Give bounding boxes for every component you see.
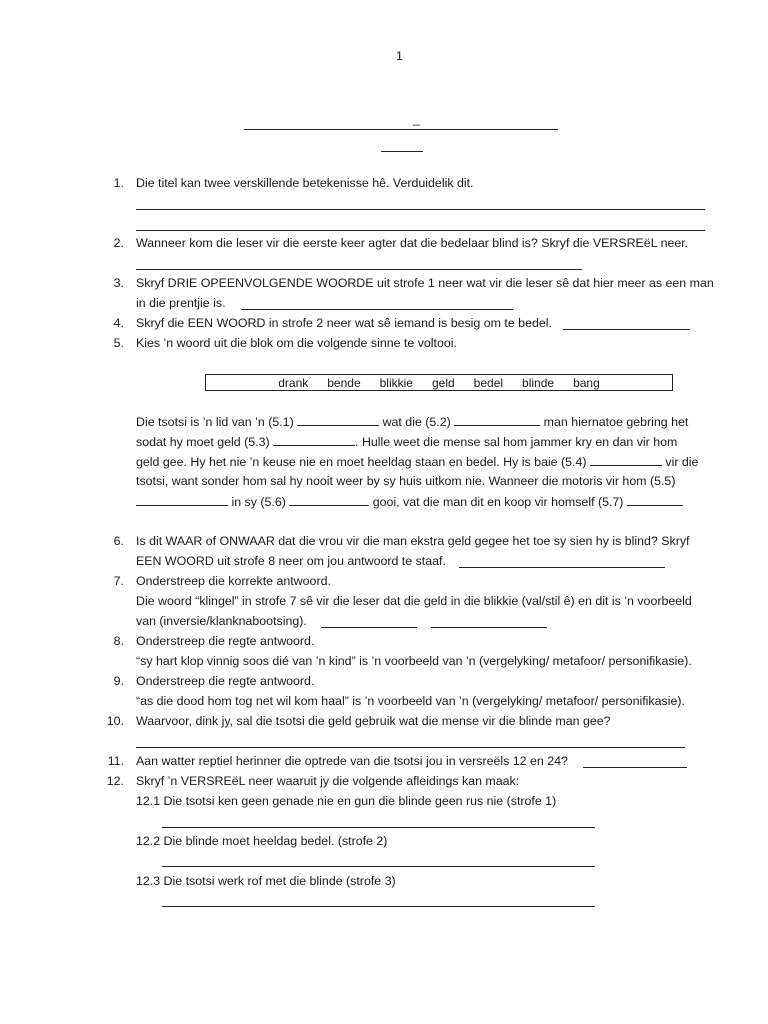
q3-text-line-2: in die prentjie is. [136, 296, 226, 310]
q10-answer-line[interactable] [136, 747, 685, 748]
cloze-line-2 [136, 434, 677, 449]
q2-text: Wanneer kom die leser vir die eerste keer agter dat die bedelaar blind is? Skryf die VERSREëL neer. [136, 236, 689, 250]
word-bank-item: bedel [473, 375, 504, 390]
q3-text-line-1: Skryf DRIE OPEENVOLGENDE WOORDE uit strofe 1 neer wat vir die leser sê dat hier meer as een man [136, 276, 714, 290]
word-bank-item: blikkie [379, 375, 413, 390]
q7-text-line-2: Die woord “klingel” in strofe 7 sê vir die leser dat die geld in die blikkie (val/stil ê) en dit is ’n voorbeeld [136, 594, 692, 608]
q12-number: 12. [106, 774, 124, 788]
cloze-line-4 [136, 474, 675, 488]
q11-text: Aan watter reptiel herinner die optrede van die tsotsi jou in versreëls 12 en 24? [136, 754, 568, 768]
title-dash: _ [413, 112, 420, 126]
q1-answer-line-2[interactable] [136, 230, 705, 231]
word-bank-item: bang [573, 375, 600, 390]
q6-text-line-2: EEN WOORD uit strofe 8 neer om jou antwoord te staaf. [136, 554, 446, 568]
q2-answer-line[interactable] [136, 269, 582, 270]
q5-text: Kies ’n woord uit die blok om die volgende sinne te voltooi. [136, 336, 457, 350]
q7-number: 7. [113, 574, 124, 588]
q11-number: 11. [107, 754, 124, 768]
word-bank-item: drank [278, 375, 309, 390]
q6-answer-line[interactable] [459, 567, 665, 568]
q3-number: 3. [113, 276, 124, 290]
cloze-text: gooi, vat die man dit en koop vir homself (5.7) [369, 495, 627, 509]
cloze-text: vir die [661, 455, 699, 469]
q7-answer-line-2[interactable] [431, 627, 547, 628]
cloze-line-3 [136, 454, 698, 469]
q4-answer-line[interactable] [563, 329, 690, 330]
q12-2-text: 12.2 Die blinde moet heeldag bedel. (strofe 2) [136, 834, 388, 848]
word-bank-item: geld [431, 375, 455, 390]
q3-answer-line[interactable] [241, 309, 513, 310]
cloze-line-5 [136, 494, 683, 509]
q1-answer-line-1[interactable] [136, 209, 705, 210]
word-bank-item: blinde [522, 375, 555, 390]
blank-5-3[interactable] [273, 434, 355, 446]
q1-text: Die titel kan twee verskillende betekenisse hê. Verduidelik dit. [136, 176, 474, 190]
cloze-text: in sy (5.6) [228, 495, 290, 509]
q10-text: Waarvoor, dink jy, sal die tsotsi die geld gebruik wat die mense vir die blinde man gee? [136, 714, 611, 728]
q12-3-answer-line[interactable] [162, 906, 595, 907]
q7-answer-line-1[interactable] [321, 627, 417, 628]
q9-text-line-1: Onderstreep die regte antwoord. [136, 674, 315, 688]
cloze-text: sodat hy moet geld (5.3) [136, 435, 274, 449]
subtitle-line [381, 151, 423, 152]
q7-text-line-1: Onderstreep die korrekte antwoord. [136, 574, 331, 588]
blank-5-6[interactable] [289, 494, 369, 506]
word-bank-item: bende [327, 375, 361, 390]
q4-text: Skryf die EEN WOORD in strofe 2 neer wat sê iemand is besig om te bedel. [136, 316, 552, 330]
cloze-text: man hiernatoe gebring het [540, 415, 689, 429]
q6-number: 6. [113, 534, 124, 548]
q9-text-line-2: “as die dood hom tog net wil kom haal” is ’n voorbeeld van ’n (vergelyking/ metafoor/ personifikasie). [136, 694, 685, 708]
q11-answer-line[interactable] [583, 767, 687, 768]
cloze-line-1 [136, 414, 688, 429]
q8-text-line-1: Onderstreep die regte antwoord. [136, 634, 315, 648]
q5-number: 5. [113, 336, 124, 350]
cloze-text: Die tsotsi is ’n lid van ’n (5.1) [136, 415, 298, 429]
word-bank-box [205, 374, 673, 391]
q12-1-answer-line[interactable] [162, 827, 595, 828]
q10-number: 10. [106, 714, 124, 728]
blank-5-4[interactable] [590, 454, 662, 466]
q12-text: Skryf ’n VERSREëL neer waaruit jy die volgende afleidings kan maak: [136, 774, 520, 788]
q9-number: 9. [113, 674, 124, 688]
page-number: 1 [396, 49, 403, 63]
blank-5-7[interactable] [627, 494, 683, 506]
q1-number: 1. [113, 176, 124, 190]
cloze-text: geld gee. Hy het nie ’n keuse nie en moet heeldag staan en bedel. Hy is baie (5.4) [136, 455, 590, 469]
blank-5-5[interactable] [136, 494, 228, 506]
cloze-text: tsotsi, want sonder hom sal hy nooit weer by sy huis uitkom nie. Wanneer die motoris vir hom (5.5) [136, 474, 676, 488]
q8-number: 8. [113, 634, 124, 648]
q7-text-line-3: van (inversie/klanknabootsing). [136, 614, 307, 628]
blank-5-1[interactable] [297, 414, 379, 426]
q12-1-text: 12.1 Die tsotsi ken geen genade nie en gun die blinde geen rus nie (strofe 1) [136, 794, 557, 808]
q4-number: 4. [113, 316, 124, 330]
cloze-text: wat die (5.2) [379, 415, 455, 429]
q8-text-line-2: “sy hart klop vinnig soos dié van ’n kind” is ’n voorbeeld van ’n (vergelyking/ metafoor/ personifikasie). [136, 654, 692, 668]
q6-text-line-1: Is dit WAAR of ONWAAR dat die vrou vir die man ekstra geld gegee het toe sy sien hy is blind? Skryf [136, 534, 690, 548]
q2-number: 2. [113, 236, 124, 250]
blank-5-2[interactable] [454, 414, 540, 426]
q12-3-text: 12.3 Die tsotsi werk rof met die blinde (strofe 3) [136, 874, 396, 888]
title-line [244, 129, 558, 130]
q12-2-answer-line[interactable] [162, 866, 595, 867]
cloze-text: . Hulle weet die mense sal hom jammer kry en dan vir hom [355, 435, 678, 449]
